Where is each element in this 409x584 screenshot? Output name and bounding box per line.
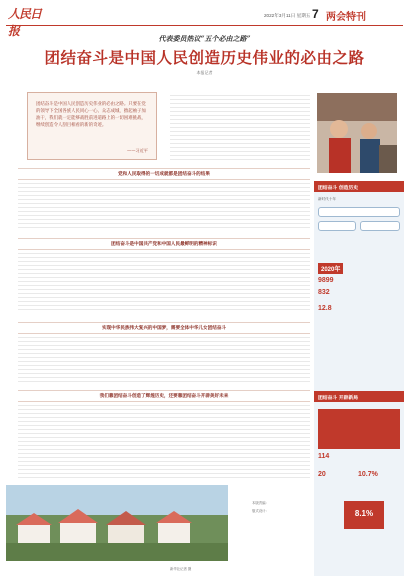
article-text-block — [18, 180, 310, 228]
article-text-block — [18, 334, 310, 382]
quote-box — [27, 92, 157, 160]
article-text-block — [170, 92, 310, 160]
village-photo-image — [6, 485, 228, 561]
headline-kicker: 代表委员热议“五个必由之路” — [158, 34, 251, 43]
sidebar-label: 新时代十年 — [318, 197, 336, 201]
quote-source: ——习近平 — [127, 148, 148, 153]
article-text-block — [18, 402, 310, 480]
subhead-3: 实现中华民族伟大复兴的中国梦，需要全体中华儿女团结奋斗 — [18, 322, 310, 334]
subhead-4: 我们靠团结奋斗创造了辉煌历史，还要靠团结奋斗开辟美好未来 — [18, 390, 310, 402]
designer-credit: 版式设计： — [252, 509, 269, 513]
page-title: 团结奋斗是中国人民创造历史伟业的必由之路 — [44, 49, 365, 67]
sidebar-arrow-box — [344, 501, 384, 529]
sidebar-percent-3: 10.7% — [358, 471, 378, 478]
sidebar-heading-1: 团结奋斗 创造历史 — [314, 181, 404, 192]
sidebar-value-3: 12.8 — [318, 305, 332, 312]
subhead-2: 团结奋斗是中国共产党和中国人民最鲜明的精神标识 — [18, 238, 310, 250]
sidebar-pill — [360, 221, 400, 231]
village-photo — [6, 485, 228, 561]
newspaper-logo: 人民日报 — [8, 7, 42, 38]
editor-credit: 本版责编： — [252, 501, 269, 505]
news-photo-image — [317, 93, 397, 173]
sidebar-percent-4: 8.1% — [354, 509, 374, 518]
byline: 本报记者 — [196, 70, 213, 75]
sidebar-heading-2: 团结奋斗 开辟新局 — [314, 391, 404, 402]
photo-credit: 新华社记者 摄 — [170, 567, 192, 571]
subhead-1: 党和人民取得的一切成就都是团结奋斗的结果 — [18, 168, 310, 180]
section-title: 两会特刊 — [326, 12, 366, 23]
news-photo — [317, 93, 397, 173]
sidebar-value-2: 832 — [318, 289, 330, 296]
page-number: 7 — [312, 7, 319, 21]
sidebar-value-1: 9899 — [318, 277, 334, 284]
sidebar-percent-1: 114 — [318, 453, 330, 460]
quote-text: 团结奋斗是中国人民创造历史伟业的必由之路。只要在党的领导下全国各族人民同心一心、众志成城，撸起袖子加油干，我们就一定能够战胜前进道路上的一切困难挑战，继续创造令人刮目相看的新的奇迹。 — [36, 102, 146, 128]
dateline: 2022年3月11日 星期五 — [264, 13, 311, 18]
sidebar-infographic — [314, 181, 404, 576]
article-text-block — [18, 250, 310, 312]
masthead — [6, 4, 403, 38]
sidebar-red-box — [318, 409, 400, 449]
sidebar-pill — [318, 221, 356, 231]
sidebar-pill — [318, 207, 400, 217]
sidebar-year: 2020年 — [318, 263, 343, 274]
sidebar-percent-2: 20 — [318, 471, 326, 478]
